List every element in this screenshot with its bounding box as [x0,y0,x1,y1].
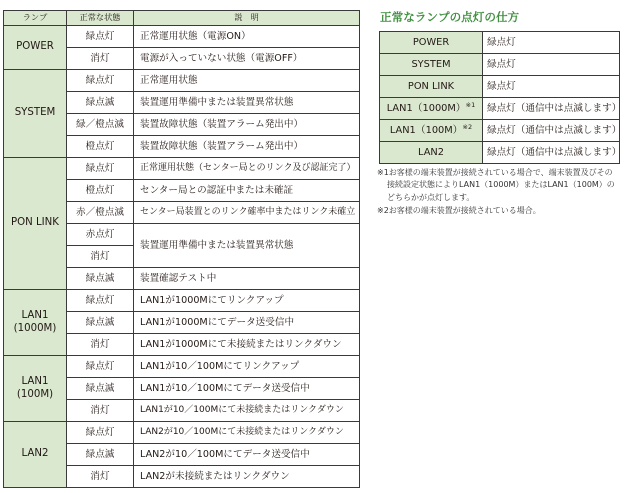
table-row [380,54,620,76]
lamp-label: POWER [412,37,450,49]
table-row [4,158,360,180]
lamp-name: POWER [4,26,67,70]
lamp-name [380,142,483,164]
lamp-name: LAN1 (100M) [4,356,67,422]
description-cell: LAN1が1000Mにてリンクアップ [134,290,360,312]
state-cell: 緑点滅 [67,444,134,466]
description-cell: センター局との認証中または未確証 [134,180,360,202]
state-cell: 緑点灯 [483,54,620,76]
description-cell: 正常運用状態（センター局とのリンク及び認証完了） [134,158,360,180]
state-cell: 緑点滅 [67,312,134,334]
table-row [4,290,360,312]
table-row [4,70,360,92]
header-state: 正常な状態 [67,11,134,26]
state-cell: 緑点灯 [67,356,134,378]
state-cell: 消灯 [67,466,134,488]
state-cell: 消灯 [67,246,134,268]
description-cell: LAN1が10／100Mにて未接続またはリンクダウン [134,400,360,422]
lamp-name [380,120,483,142]
lamp-name [380,98,483,120]
lamp-name [380,76,483,98]
description-cell: LAN1が10／100Mにてデータ送受信中 [134,378,360,400]
description-cell: センター局装置とのリンク確率中またはリンク未確立 [134,202,360,224]
state-cell: 緑点滅 [67,378,134,400]
footnote-1 [377,167,635,204]
normal-lamp-table [379,31,620,164]
footnote-line: ※1お客様の端末装置が接続されている場合で、端末装置及びその [377,168,613,177]
lamp-name: SYSTEM [4,70,67,158]
description-cell: 装置故障状態（装置アラーム発出中） [134,114,360,136]
table-row [4,26,360,48]
header-description: 説 明 [134,11,360,26]
table-row [380,32,620,54]
state-cell: 橙点灯 [67,136,134,158]
lamp-name [380,54,483,76]
table-row [4,356,360,378]
state-cell: 緑点灯 [67,158,134,180]
state-cell: 赤／橙点滅 [67,202,134,224]
header-lamp: ランプ [4,11,67,26]
state-cell: 緑点灯（通信中は点滅します） [483,98,620,120]
state-cell: 緑点灯 [483,76,620,98]
footnote-line: 接続設定状態によりLAN1（1000M）またはLAN1（100M）の [387,180,615,190]
state-cell: 赤点灯 [67,224,134,246]
state-cell: 緑点滅 [67,92,134,114]
state-cell: 橙点灯 [67,180,134,202]
table-header-row [4,11,360,26]
description-cell: LAN2が10／100Mにて未接続またはリンクダウン [134,422,360,444]
description-cell: 正常運用状態（電源ON） [134,26,360,48]
lamp-name: LAN2 [4,422,67,488]
section-title: 正常なランプの点灯の仕方 [380,10,520,24]
state-cell: 緑点灯 [67,422,134,444]
state-cell: 緑点灯 [67,26,134,48]
description-cell: LAN2が10／100Mにてデータ送受信中 [134,444,360,466]
state-cell: 緑／橙点滅 [67,114,134,136]
lamp-label: PON LINK [407,81,455,93]
lamp-name: LAN1 (1000M) [4,290,67,356]
lamp-label: LAN1（100M） [389,125,463,137]
lamp-label: LAN2 [418,147,444,159]
footnote-marker: ※2 [462,123,473,132]
footnote-line: どちらかが点灯します。 [387,192,475,202]
table-row [4,422,360,444]
description-cell: LAN1が10／100Mにてリンクアップ [134,356,360,378]
description-cell: LAN1が1000Mにて未接続またはリンクダウン [134,334,360,356]
description-cell: 装置確認テスト中 [134,268,360,290]
state-cell: 緑点灯（通信中は点滅します） [483,120,620,142]
lamp-label: SYSTEM [411,59,451,71]
lamp-label: LAN1（1000M） [386,103,466,115]
state-cell: 緑点灯（通信中は点滅します） [483,142,620,164]
footnote-2 [377,205,635,217]
description-cell: LAN2が未接続またはリンクダウン [134,466,360,488]
description-cell: 正常運用状態 [134,70,360,92]
description-cell: 装置故障状態（装置アラーム発出中） [134,136,360,158]
state-cell: 消灯 [67,400,134,422]
table-row [380,76,620,98]
table-row [380,142,620,164]
footnotes [377,167,635,219]
table-row [380,120,620,142]
state-cell: 消灯 [67,334,134,356]
state-cell: 緑点灯 [483,32,620,54]
state-cell: 消灯 [67,48,134,70]
table-row [380,98,620,120]
state-cell: 緑点灯 [67,290,134,312]
lamp-name: PON LINK [4,158,67,290]
description-cell: LAN1が1000Mにてデータ送受信中 [134,312,360,334]
state-cell: 緑点灯 [67,70,134,92]
lamp-status-table [3,10,360,488]
footnote-marker: ※1 [465,101,476,110]
footnote-line: ※2お客様の端末装置が接続されている場合。 [377,206,541,216]
description-cell: 装置運用準備中または装置異常状態 [134,224,360,268]
description-cell: 装置運用準備中または装置異常状態 [134,92,360,114]
lamp-name [380,32,483,54]
description-cell: 電源が入っていない状態（電源OFF） [134,48,360,70]
state-cell: 緑点滅 [67,268,134,290]
